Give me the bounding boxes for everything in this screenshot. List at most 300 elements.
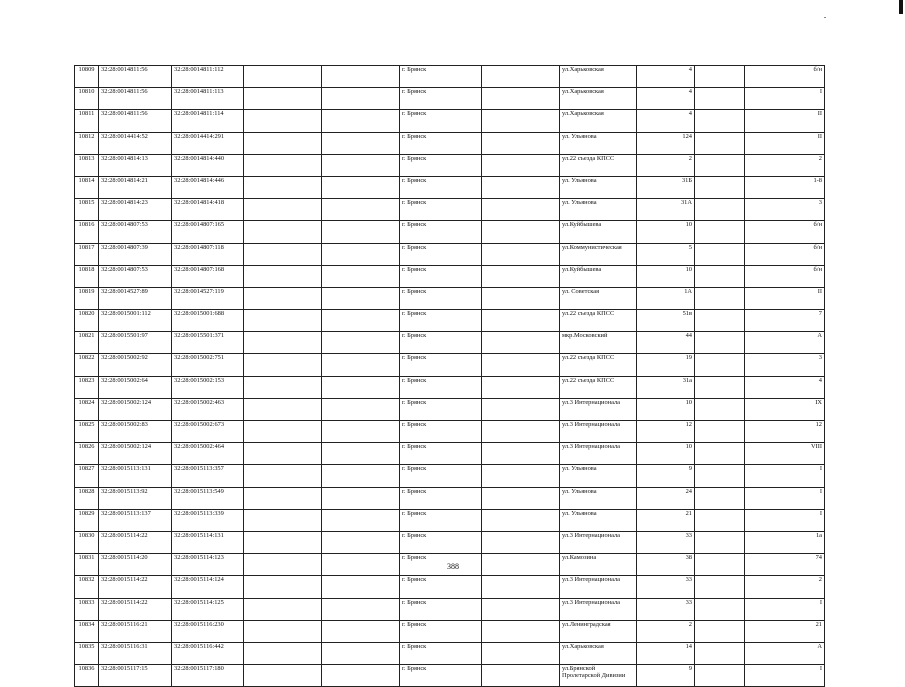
street-cell: ул. Ульянова bbox=[560, 176, 637, 198]
empty-cell bbox=[322, 176, 400, 198]
old-cadastral-number: 32:28:0015114:22 bbox=[99, 531, 172, 553]
empty-cell bbox=[482, 154, 560, 176]
street-cell: ул.22 съезда КПСС bbox=[560, 310, 637, 332]
street-cell: ул.Куйбышева bbox=[560, 265, 637, 287]
row-number: 10835 bbox=[75, 642, 99, 664]
city-cell: г. Брянск bbox=[400, 554, 482, 576]
empty-cell bbox=[482, 88, 560, 110]
house-number-cell: 33 bbox=[637, 531, 695, 553]
street-cell: ул.3 Интернационала bbox=[560, 598, 637, 620]
empty-cell bbox=[244, 265, 322, 287]
city-cell: г. Брянск bbox=[400, 376, 482, 398]
city-cell: г. Брянск bbox=[400, 287, 482, 309]
empty-cell bbox=[482, 376, 560, 398]
street-cell: ул.3 Интернационала bbox=[560, 531, 637, 553]
empty-cell bbox=[244, 376, 322, 398]
empty-cell bbox=[322, 132, 400, 154]
empty-cell bbox=[695, 243, 745, 265]
empty-cell bbox=[322, 310, 400, 332]
empty-cell bbox=[482, 176, 560, 198]
empty-cell bbox=[322, 642, 400, 664]
new-cadastral-number: 32:28:0015113:357 bbox=[172, 465, 244, 487]
empty-cell bbox=[244, 443, 322, 465]
house-number-cell: 5 bbox=[637, 243, 695, 265]
street-cell: ул.3 Интернационала bbox=[560, 398, 637, 420]
empty-cell bbox=[244, 332, 322, 354]
old-cadastral-number: 32:28:0015114:20 bbox=[99, 554, 172, 576]
row-number: 10811 bbox=[75, 110, 99, 132]
city-cell: г. Брянск bbox=[400, 642, 482, 664]
empty-cell bbox=[244, 531, 322, 553]
premises-number-cell: I bbox=[745, 88, 825, 110]
street-cell: ул.22 съезда КПСС bbox=[560, 154, 637, 176]
scan-edge-mark bbox=[899, 0, 903, 14]
old-cadastral-number: 32:28:0014814:13 bbox=[99, 154, 172, 176]
row-number: 10832 bbox=[75, 576, 99, 598]
empty-cell bbox=[244, 310, 322, 332]
empty-cell bbox=[244, 576, 322, 598]
old-cadastral-number: 32:28:0015116:21 bbox=[99, 620, 172, 642]
row-number: 10820 bbox=[75, 310, 99, 332]
empty-cell bbox=[244, 110, 322, 132]
old-cadastral-number: 32:28:0015002:92 bbox=[99, 354, 172, 376]
empty-cell bbox=[244, 243, 322, 265]
premises-number-cell: I bbox=[745, 598, 825, 620]
house-number-cell: 19 bbox=[637, 354, 695, 376]
empty-cell bbox=[695, 287, 745, 309]
empty-cell bbox=[695, 199, 745, 221]
empty-cell bbox=[322, 332, 400, 354]
empty-cell bbox=[695, 576, 745, 598]
row-number: 10819 bbox=[75, 287, 99, 309]
empty-cell bbox=[482, 576, 560, 598]
city-cell: г. Брянск bbox=[400, 443, 482, 465]
empty-cell bbox=[322, 421, 400, 443]
old-cadastral-number: 32:28:0015117:15 bbox=[99, 665, 172, 687]
house-number-cell: 24 bbox=[637, 487, 695, 509]
city-cell: г. Брянск bbox=[400, 354, 482, 376]
old-cadastral-number: 32:28:0015114:22 bbox=[99, 598, 172, 620]
premises-number-cell: I bbox=[745, 665, 825, 687]
row-number: 10831 bbox=[75, 554, 99, 576]
empty-cell bbox=[695, 642, 745, 664]
premises-number-cell: IX bbox=[745, 398, 825, 420]
empty-cell bbox=[322, 66, 400, 88]
premises-number-cell: II bbox=[745, 132, 825, 154]
empty-cell bbox=[482, 598, 560, 620]
empty-cell bbox=[322, 665, 400, 687]
house-number-cell: 31Б bbox=[637, 176, 695, 198]
empty-cell bbox=[322, 88, 400, 110]
empty-cell bbox=[695, 665, 745, 687]
street-cell: ул.Харьковская bbox=[560, 66, 637, 88]
empty-cell bbox=[244, 598, 322, 620]
old-cadastral-number: 32:28:0014527:89 bbox=[99, 287, 172, 309]
premises-number-cell: II bbox=[745, 110, 825, 132]
empty-cell bbox=[322, 531, 400, 553]
row-number: 10818 bbox=[75, 265, 99, 287]
row-number: 10834 bbox=[75, 620, 99, 642]
empty-cell bbox=[482, 287, 560, 309]
empty-cell bbox=[244, 620, 322, 642]
house-number-cell: 2 bbox=[637, 154, 695, 176]
new-cadastral-number: 32:28:0015114:123 bbox=[172, 554, 244, 576]
city-cell: г. Брянск bbox=[400, 243, 482, 265]
old-cadastral-number: 32:28:0014414:52 bbox=[99, 132, 172, 154]
house-number-cell: 33 bbox=[637, 598, 695, 620]
new-cadastral-number: 32:28:0014814:446 bbox=[172, 176, 244, 198]
old-cadastral-number: 32:28:0014814:23 bbox=[99, 199, 172, 221]
premises-number-cell: 21 bbox=[745, 620, 825, 642]
old-cadastral-number: 32:28:0014811:56 bbox=[99, 66, 172, 88]
old-cadastral-number: 32:28:0015113:137 bbox=[99, 509, 172, 531]
empty-cell bbox=[695, 598, 745, 620]
empty-cell bbox=[695, 110, 745, 132]
old-cadastral-number: 32:28:0015113:131 bbox=[99, 465, 172, 487]
city-cell: г. Брянск bbox=[400, 88, 482, 110]
city-cell: г. Брянск bbox=[400, 176, 482, 198]
house-number-cell: 14 bbox=[637, 642, 695, 664]
street-cell: ул.22 съезда КПСС bbox=[560, 354, 637, 376]
old-cadastral-number: 32:28:0014814:21 bbox=[99, 176, 172, 198]
empty-cell bbox=[695, 221, 745, 243]
empty-cell bbox=[244, 465, 322, 487]
street-cell: ул. Ульянова bbox=[560, 487, 637, 509]
empty-cell bbox=[244, 487, 322, 509]
empty-cell bbox=[695, 332, 745, 354]
empty-cell bbox=[482, 221, 560, 243]
empty-cell bbox=[244, 287, 322, 309]
house-number-cell: 2 bbox=[637, 620, 695, 642]
premises-number-cell: А bbox=[745, 642, 825, 664]
empty-cell bbox=[695, 310, 745, 332]
empty-cell bbox=[482, 199, 560, 221]
old-cadastral-number: 32:28:0014807:53 bbox=[99, 221, 172, 243]
row-number: 10822 bbox=[75, 354, 99, 376]
house-number-cell: 10 bbox=[637, 398, 695, 420]
city-cell: г. Брянск bbox=[400, 620, 482, 642]
city-cell: г. Брянск bbox=[400, 132, 482, 154]
page-number: 388 bbox=[447, 562, 459, 571]
street-cell: ул. Советская bbox=[560, 287, 637, 309]
empty-cell bbox=[244, 176, 322, 198]
empty-cell bbox=[482, 265, 560, 287]
empty-cell bbox=[322, 398, 400, 420]
street-cell: ул.Камозина bbox=[560, 554, 637, 576]
empty-cell bbox=[482, 332, 560, 354]
premises-number-cell: 2 bbox=[745, 576, 825, 598]
empty-cell bbox=[482, 66, 560, 88]
street-cell: ул.22 съезда КПСС bbox=[560, 376, 637, 398]
empty-cell bbox=[482, 398, 560, 420]
empty-cell bbox=[695, 265, 745, 287]
premises-number-cell: 1а bbox=[745, 531, 825, 553]
empty-cell bbox=[695, 509, 745, 531]
empty-cell bbox=[482, 110, 560, 132]
street-cell: ул.Брянской Пролетарской Дивизии bbox=[560, 665, 637, 687]
house-number-cell: 31а bbox=[637, 376, 695, 398]
scan-speck bbox=[824, 17, 826, 18]
table-row bbox=[75, 66, 825, 88]
empty-cell bbox=[322, 221, 400, 243]
row-number: 10817 bbox=[75, 243, 99, 265]
table-row bbox=[75, 487, 825, 509]
table-row bbox=[75, 576, 825, 598]
street-cell: ул. Ульянова bbox=[560, 465, 637, 487]
old-cadastral-number: 32:28:0014807:53 bbox=[99, 265, 172, 287]
new-cadastral-number: 32:28:0015114:131 bbox=[172, 531, 244, 553]
row-number: 10836 bbox=[75, 665, 99, 687]
empty-cell bbox=[482, 354, 560, 376]
register-rows bbox=[75, 66, 825, 687]
table-row bbox=[75, 642, 825, 664]
premises-number-cell: 2 bbox=[745, 154, 825, 176]
empty-cell bbox=[482, 243, 560, 265]
table-row bbox=[75, 221, 825, 243]
premises-number-cell: б/н bbox=[745, 243, 825, 265]
table-row bbox=[75, 398, 825, 420]
table-row bbox=[75, 132, 825, 154]
row-number: 10829 bbox=[75, 509, 99, 531]
empty-cell bbox=[482, 665, 560, 687]
empty-cell bbox=[244, 66, 322, 88]
city-cell: г. Брянск bbox=[400, 154, 482, 176]
new-cadastral-number: 32:28:0014807:165 bbox=[172, 221, 244, 243]
row-number: 10833 bbox=[75, 598, 99, 620]
new-cadastral-number: 32:28:0015002:673 bbox=[172, 421, 244, 443]
house-number-cell: 4 bbox=[637, 66, 695, 88]
row-number: 10823 bbox=[75, 376, 99, 398]
city-cell: г. Брянск bbox=[400, 110, 482, 132]
house-number-cell: 10 bbox=[637, 443, 695, 465]
city-cell: г. Брянск bbox=[400, 221, 482, 243]
city-cell: г. Брянск bbox=[400, 310, 482, 332]
table-row bbox=[75, 354, 825, 376]
new-cadastral-number: 32:28:0014814:440 bbox=[172, 154, 244, 176]
house-number-cell: 12 bbox=[637, 421, 695, 443]
new-cadastral-number: 32:28:0015113:339 bbox=[172, 509, 244, 531]
row-number: 10809 bbox=[75, 66, 99, 88]
table-row bbox=[75, 199, 825, 221]
empty-cell bbox=[322, 509, 400, 531]
city-cell: г. Брянск bbox=[400, 576, 482, 598]
empty-cell bbox=[695, 554, 745, 576]
empty-cell bbox=[695, 487, 745, 509]
house-number-cell: 1А bbox=[637, 287, 695, 309]
old-cadastral-number: 32:28:0015002:83 bbox=[99, 421, 172, 443]
old-cadastral-number: 32:28:0014811:56 bbox=[99, 88, 172, 110]
empty-cell bbox=[695, 176, 745, 198]
house-number-cell: 31А bbox=[637, 199, 695, 221]
new-cadastral-number: 32:28:0014527:119 bbox=[172, 287, 244, 309]
empty-cell bbox=[322, 265, 400, 287]
street-cell: мкр.Московский bbox=[560, 332, 637, 354]
empty-cell bbox=[482, 509, 560, 531]
table-row bbox=[75, 443, 825, 465]
new-cadastral-number: 32:28:0014814:418 bbox=[172, 199, 244, 221]
table-row bbox=[75, 332, 825, 354]
empty-cell bbox=[695, 88, 745, 110]
new-cadastral-number: 32:28:0014811:112 bbox=[172, 66, 244, 88]
empty-cell bbox=[695, 443, 745, 465]
house-number-cell: 51в bbox=[637, 310, 695, 332]
street-cell: ул.Ленинградская bbox=[560, 620, 637, 642]
row-number: 10810 bbox=[75, 88, 99, 110]
street-cell: ул.Харьковская bbox=[560, 642, 637, 664]
premises-number-cell: 12 bbox=[745, 421, 825, 443]
city-cell: г. Брянск bbox=[400, 398, 482, 420]
empty-cell bbox=[244, 642, 322, 664]
city-cell: г. Брянск bbox=[400, 487, 482, 509]
empty-cell bbox=[695, 465, 745, 487]
empty-cell bbox=[322, 620, 400, 642]
table-row bbox=[75, 287, 825, 309]
new-cadastral-number: 32:28:0015002:463 bbox=[172, 398, 244, 420]
empty-cell bbox=[695, 421, 745, 443]
empty-cell bbox=[482, 310, 560, 332]
table-row bbox=[75, 243, 825, 265]
table-row bbox=[75, 265, 825, 287]
house-number-cell: 4 bbox=[637, 88, 695, 110]
empty-cell bbox=[244, 665, 322, 687]
empty-cell bbox=[482, 554, 560, 576]
street-cell: ул. Ульянова bbox=[560, 132, 637, 154]
row-number: 10828 bbox=[75, 487, 99, 509]
house-number-cell: 33 bbox=[637, 576, 695, 598]
old-cadastral-number: 32:28:0015116:31 bbox=[99, 642, 172, 664]
empty-cell bbox=[322, 576, 400, 598]
empty-cell bbox=[322, 465, 400, 487]
street-cell: ул.3 Интернационала bbox=[560, 443, 637, 465]
empty-cell bbox=[244, 354, 322, 376]
empty-cell bbox=[244, 199, 322, 221]
table-row bbox=[75, 620, 825, 642]
empty-cell bbox=[244, 88, 322, 110]
row-number: 10827 bbox=[75, 465, 99, 487]
table-row bbox=[75, 598, 825, 620]
city-cell: г. Брянск bbox=[400, 199, 482, 221]
city-cell: г. Брянск bbox=[400, 531, 482, 553]
city-cell: г. Брянск bbox=[400, 421, 482, 443]
empty-cell bbox=[482, 421, 560, 443]
empty-cell bbox=[482, 487, 560, 509]
new-cadastral-number: 32:28:0015116:230 bbox=[172, 620, 244, 642]
new-cadastral-number: 32:28:0015002:464 bbox=[172, 443, 244, 465]
empty-cell bbox=[322, 554, 400, 576]
empty-cell bbox=[244, 221, 322, 243]
street-cell: ул.3 Интернационала bbox=[560, 421, 637, 443]
premises-number-cell: б/н bbox=[745, 265, 825, 287]
table-row bbox=[75, 154, 825, 176]
premises-number-cell: I bbox=[745, 465, 825, 487]
premises-number-cell: 74 bbox=[745, 554, 825, 576]
empty-cell bbox=[482, 620, 560, 642]
empty-cell bbox=[322, 598, 400, 620]
empty-cell bbox=[695, 376, 745, 398]
table-row bbox=[75, 176, 825, 198]
street-cell: ул.3 Интернационала bbox=[560, 576, 637, 598]
old-cadastral-number: 32:28:0014811:56 bbox=[99, 110, 172, 132]
row-number: 10815 bbox=[75, 199, 99, 221]
empty-cell bbox=[322, 376, 400, 398]
premises-number-cell: 3 bbox=[745, 354, 825, 376]
street-cell: ул.Харьковская bbox=[560, 88, 637, 110]
street-cell: ул. Ульянова bbox=[560, 199, 637, 221]
row-number: 10816 bbox=[75, 221, 99, 243]
premises-number-cell: б/н bbox=[745, 221, 825, 243]
row-number: 10825 bbox=[75, 421, 99, 443]
empty-cell bbox=[695, 398, 745, 420]
house-number-cell: 10 bbox=[637, 221, 695, 243]
empty-cell bbox=[244, 132, 322, 154]
old-cadastral-number: 32:28:0015113:92 bbox=[99, 487, 172, 509]
house-number-cell: 9 bbox=[637, 665, 695, 687]
old-cadastral-number: 32:28:0015501:97 bbox=[99, 332, 172, 354]
row-number: 10813 bbox=[75, 154, 99, 176]
table-row bbox=[75, 310, 825, 332]
new-cadastral-number: 32:28:0014811:114 bbox=[172, 110, 244, 132]
table-row bbox=[75, 531, 825, 553]
old-cadastral-number: 32:28:0015114:22 bbox=[99, 576, 172, 598]
street-cell: ул.Куйбышева bbox=[560, 221, 637, 243]
empty-cell bbox=[322, 487, 400, 509]
row-number: 10830 bbox=[75, 531, 99, 553]
empty-cell bbox=[695, 531, 745, 553]
city-cell: г. Брянск bbox=[400, 66, 482, 88]
old-cadastral-number: 32:28:0015001:112 bbox=[99, 310, 172, 332]
row-number: 10824 bbox=[75, 398, 99, 420]
city-cell: г. Брянск bbox=[400, 598, 482, 620]
house-number-cell: 10 bbox=[637, 265, 695, 287]
street-cell: ул.Харьковская bbox=[560, 110, 637, 132]
new-cadastral-number: 32:28:0014807:118 bbox=[172, 243, 244, 265]
row-number: 10821 bbox=[75, 332, 99, 354]
city-cell: г. Брянск bbox=[400, 509, 482, 531]
premises-number-cell: 7 bbox=[745, 310, 825, 332]
table-row bbox=[75, 88, 825, 110]
empty-cell bbox=[244, 421, 322, 443]
row-number: 10826 bbox=[75, 443, 99, 465]
empty-cell bbox=[695, 154, 745, 176]
table-row bbox=[75, 509, 825, 531]
empty-cell bbox=[244, 398, 322, 420]
new-cadastral-number: 32:28:0015002:153 bbox=[172, 376, 244, 398]
premises-number-cell: I bbox=[745, 487, 825, 509]
empty-cell bbox=[322, 199, 400, 221]
row-number: 10814 bbox=[75, 176, 99, 198]
empty-cell bbox=[322, 154, 400, 176]
new-cadastral-number: 32:28:0015114:124 bbox=[172, 576, 244, 598]
empty-cell bbox=[244, 554, 322, 576]
empty-cell bbox=[244, 154, 322, 176]
city-cell: г. Брянск bbox=[400, 465, 482, 487]
premises-number-cell: А bbox=[745, 332, 825, 354]
empty-cell bbox=[244, 509, 322, 531]
new-cadastral-number: 32:28:0015002:751 bbox=[172, 354, 244, 376]
new-cadastral-number: 32:28:0015001:688 bbox=[172, 310, 244, 332]
premises-number-cell: I bbox=[745, 509, 825, 531]
new-cadastral-number: 32:28:0015117:180 bbox=[172, 665, 244, 687]
city-cell: г. Брянск bbox=[400, 265, 482, 287]
city-cell: г. Брянск bbox=[400, 332, 482, 354]
empty-cell bbox=[482, 531, 560, 553]
old-cadastral-number: 32:28:0015002:64 bbox=[99, 376, 172, 398]
house-number-cell: 44 bbox=[637, 332, 695, 354]
new-cadastral-number: 32:28:0015114:125 bbox=[172, 598, 244, 620]
empty-cell bbox=[322, 443, 400, 465]
empty-cell bbox=[322, 243, 400, 265]
street-cell: ул. Ульянова bbox=[560, 509, 637, 531]
